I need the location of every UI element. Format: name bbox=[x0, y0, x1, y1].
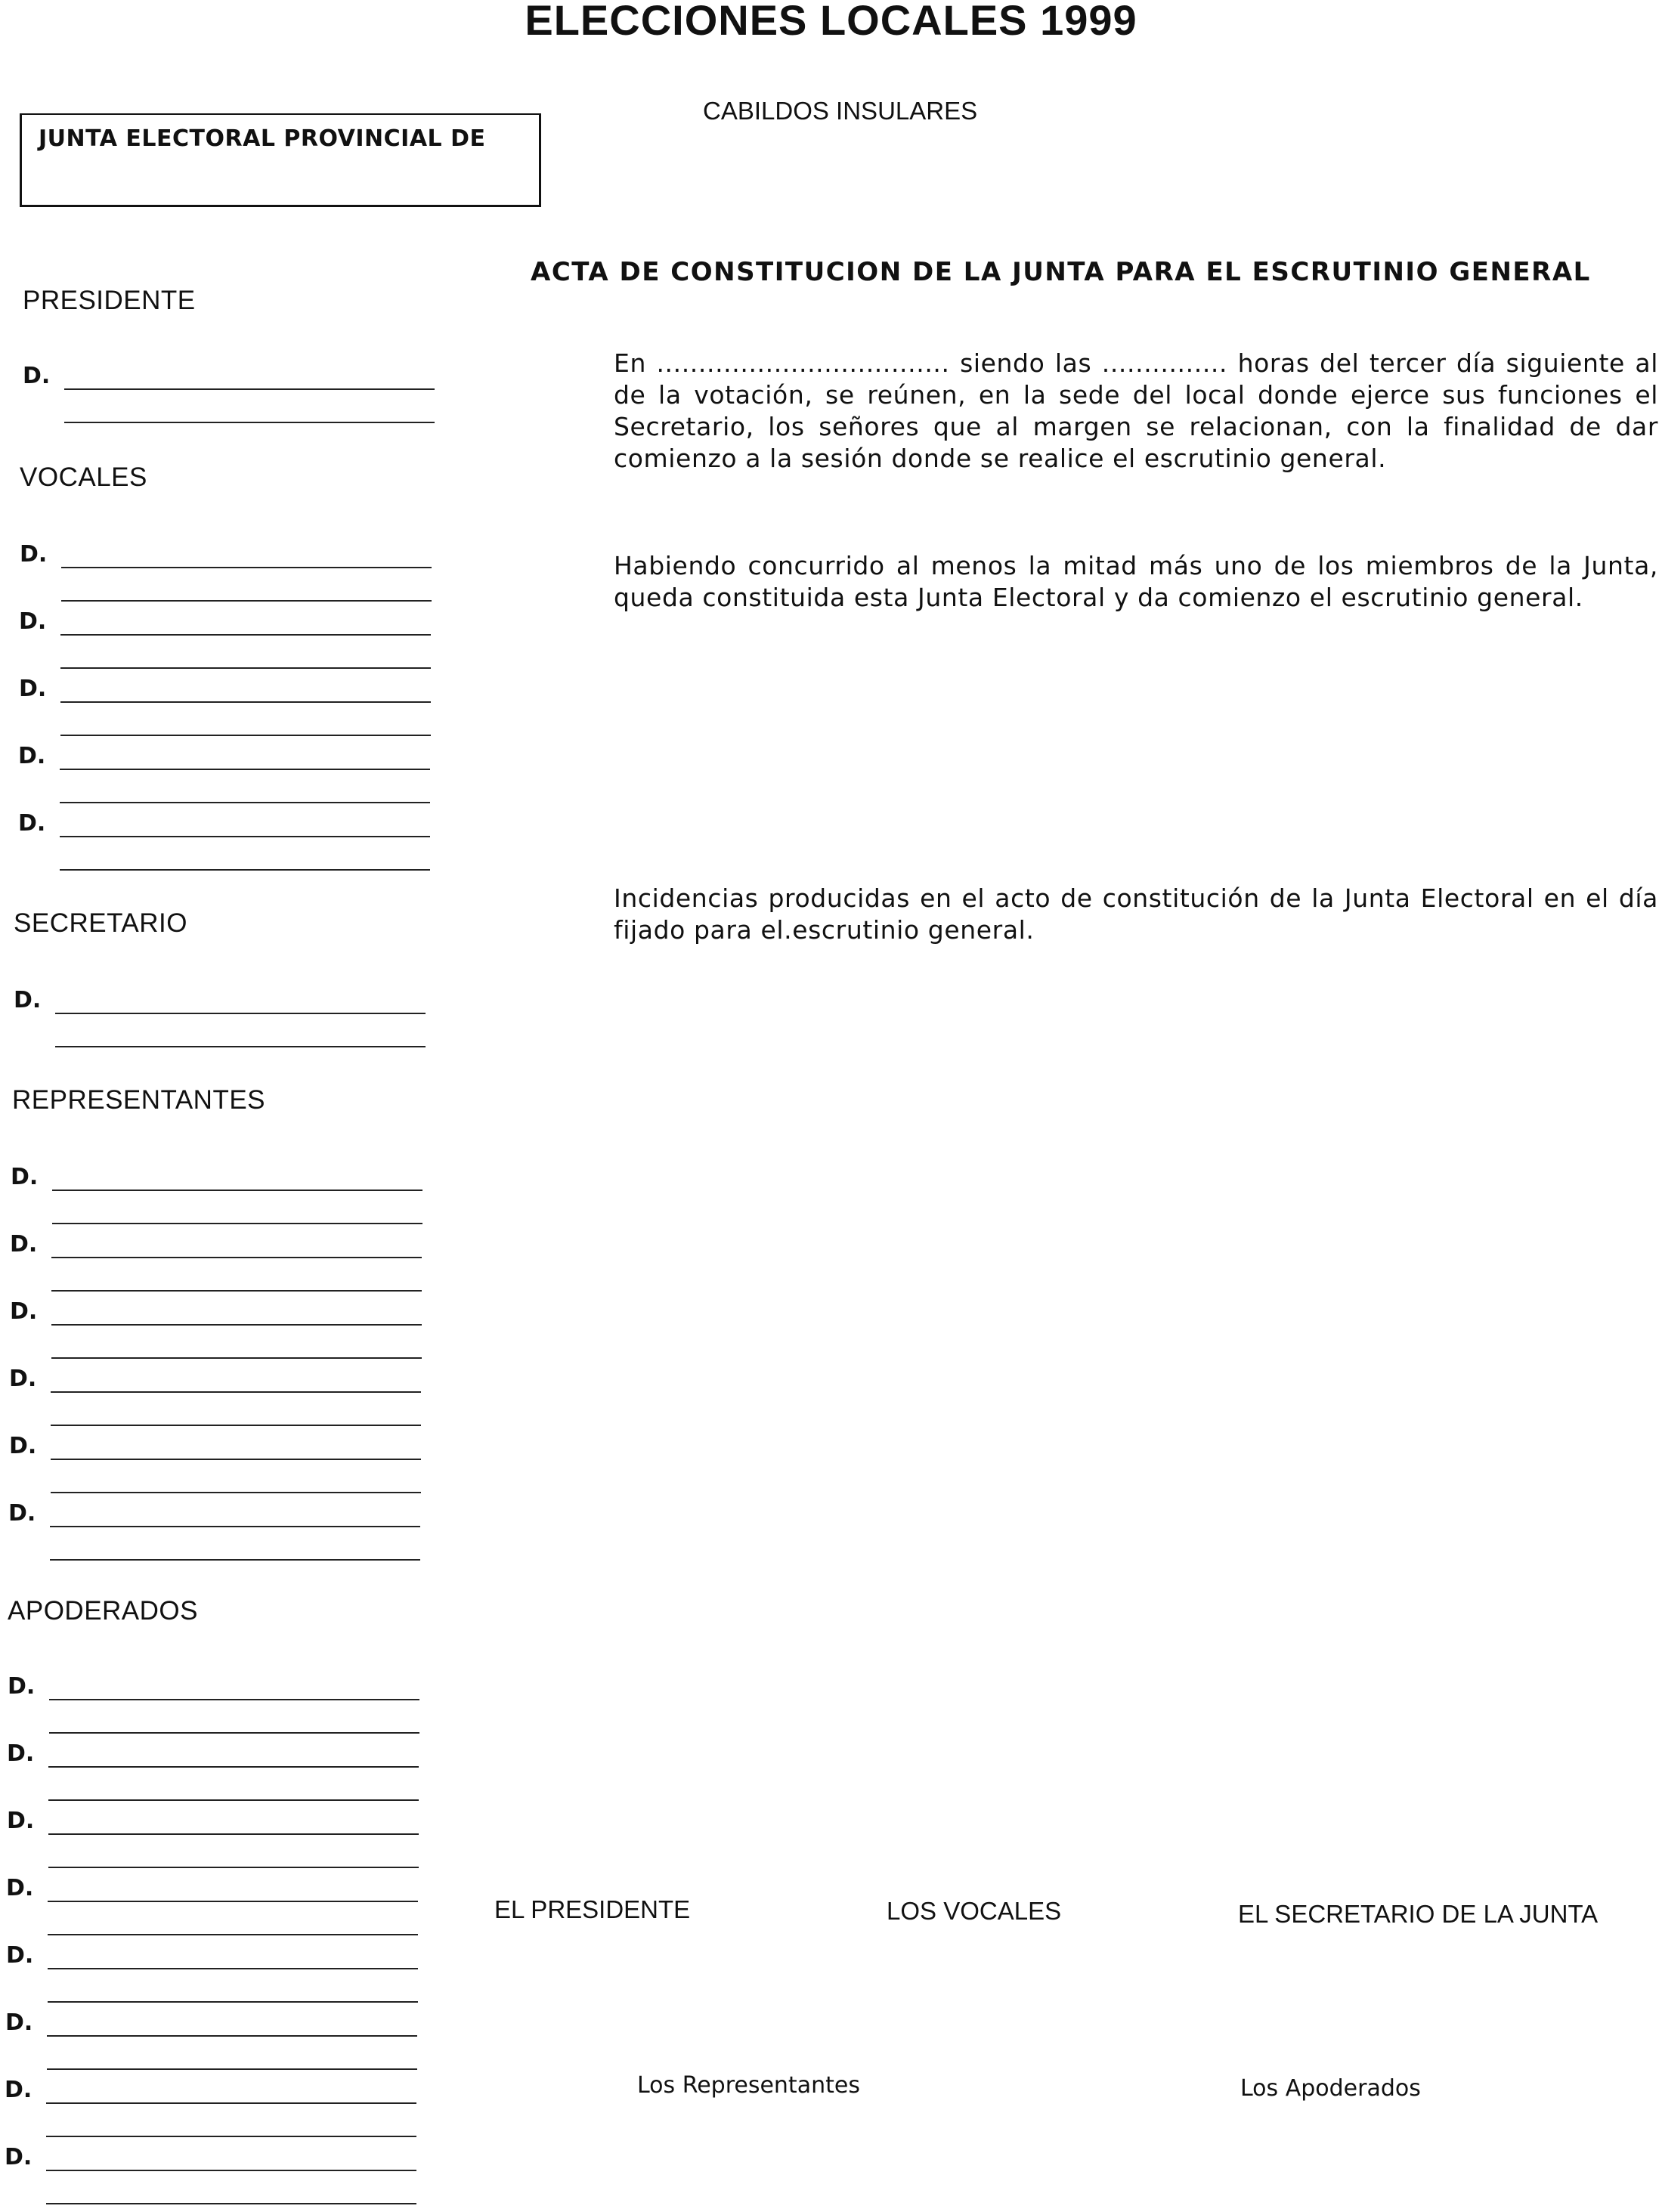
name-underline bbox=[52, 1190, 422, 1191]
member-line-row[interactable] bbox=[19, 676, 442, 744]
member-prefix: D. bbox=[6, 1875, 34, 1901]
name-underline bbox=[60, 701, 431, 703]
section-label-secretario: SECRETARIO bbox=[14, 908, 187, 938]
name-underline-second bbox=[48, 1867, 419, 1868]
signature-label-vocales: LOS VOCALES bbox=[887, 1897, 1062, 1925]
member-line-row[interactable] bbox=[6, 1942, 429, 2010]
member-line-row[interactable] bbox=[14, 987, 437, 1055]
name-underline bbox=[48, 1766, 419, 1768]
junta-electoral-field[interactable] bbox=[20, 113, 541, 207]
member-prefix: D. bbox=[14, 987, 42, 1013]
section-label-apoderados: APODERADOS bbox=[8, 1596, 198, 1626]
member-prefix: D. bbox=[10, 1231, 38, 1258]
member-prefix: D. bbox=[5, 2009, 33, 2036]
name-underline-second bbox=[49, 1732, 419, 1734]
member-prefix: D. bbox=[5, 2144, 32, 2170]
name-underline bbox=[47, 2035, 417, 2037]
name-underline bbox=[49, 1699, 419, 1700]
signature-label-presidente: EL PRESIDENTE bbox=[494, 1895, 691, 1923]
name-underline bbox=[50, 1526, 420, 1527]
member-prefix: D. bbox=[10, 1298, 38, 1325]
signature-label-representantes: Los Representantes bbox=[637, 2072, 860, 2099]
member-line-row[interactable] bbox=[9, 1433, 432, 1501]
name-underline bbox=[48, 1833, 419, 1835]
member-prefix: D. bbox=[5, 2077, 32, 2103]
name-underline-second bbox=[52, 1223, 422, 1224]
name-underline bbox=[60, 836, 430, 837]
name-underline bbox=[55, 1013, 426, 1014]
name-underline-second bbox=[46, 2136, 416, 2137]
signature-label-apoderados: Los Apoderados bbox=[1240, 2075, 1421, 2102]
name-underline-second bbox=[48, 1799, 419, 1801]
member-line-row[interactable] bbox=[8, 1673, 431, 1741]
name-underline-second bbox=[60, 735, 431, 736]
member-prefix: D. bbox=[8, 1500, 36, 1527]
signature-label-secretario: EL SECRETARIO DE LA JUNTA bbox=[1238, 1900, 1599, 1928]
member-line-row[interactable] bbox=[9, 1366, 432, 1434]
name-underline-second bbox=[60, 802, 430, 803]
member-prefix: D. bbox=[11, 1164, 39, 1190]
name-underline-second bbox=[46, 2203, 416, 2204]
name-underline-second bbox=[64, 422, 435, 423]
member-prefix: D. bbox=[8, 1673, 36, 1700]
member-line-row[interactable] bbox=[7, 1740, 430, 1808]
name-underline bbox=[46, 2102, 416, 2104]
member-line-row[interactable] bbox=[5, 2077, 428, 2145]
paragraph-quorum: Habiendo concurrido al menos la mitad más uno de los miembros de la Junta, queda constituida esta Junta Electoral y da comienzo el escrutinio general. bbox=[614, 551, 1658, 612]
section-label-representantes: REPRESENTANTES bbox=[12, 1085, 266, 1115]
member-prefix: D. bbox=[9, 1433, 37, 1459]
name-underline bbox=[51, 1324, 422, 1326]
member-prefix: D. bbox=[6, 1942, 34, 1969]
name-underline-second bbox=[61, 600, 432, 602]
name-underline bbox=[48, 1901, 418, 1902]
member-prefix: D. bbox=[18, 743, 46, 769]
member-line-row[interactable] bbox=[10, 1298, 433, 1366]
member-prefix: D. bbox=[9, 1366, 37, 1392]
name-underline bbox=[46, 2170, 416, 2171]
member-prefix: D. bbox=[18, 810, 46, 837]
member-line-row[interactable] bbox=[10, 1231, 433, 1299]
section-label-presidente: PRESIDENTE bbox=[23, 286, 196, 315]
name-underline bbox=[51, 1257, 422, 1258]
member-prefix: D. bbox=[19, 676, 47, 702]
document-title: ELECCIONES LOCALES 1999 bbox=[525, 0, 1137, 44]
name-underline bbox=[48, 1968, 418, 1969]
paragraph-constitution: En ................................... siendo las ............... horas del tercer día siguiente al de la votación, se reúnen, en la sede del local donde ejerce sus funciones el Secretario, los señores que al margen se relacionan, con la finalidad de dar comienzo a la sesión donde se realice el escrutinio general. bbox=[614, 348, 1658, 473]
name-underline-second bbox=[48, 2001, 418, 2003]
member-line-row[interactable] bbox=[23, 363, 446, 431]
member-prefix: D. bbox=[20, 541, 48, 568]
member-line-row[interactable] bbox=[8, 1500, 432, 1568]
member-line-row[interactable] bbox=[7, 1808, 430, 1876]
name-underline bbox=[51, 1459, 421, 1460]
name-underline-second bbox=[48, 1934, 418, 1935]
member-line-row[interactable] bbox=[19, 608, 442, 676]
acta-heading: ACTA DE CONSTITUCION DE LA JUNTA PARA EL ESCRUTINIO GENERAL bbox=[531, 257, 1591, 287]
member-line-row[interactable] bbox=[5, 2009, 429, 2077]
member-line-row[interactable] bbox=[20, 541, 443, 609]
document-subtitle: CABILDOS INSULARES bbox=[703, 97, 978, 125]
junta-electoral-label: JUNTA ELECTORAL PROVINCIAL DE bbox=[39, 125, 486, 152]
name-underline-second bbox=[51, 1290, 422, 1292]
section-label-vocales: VOCALES bbox=[20, 463, 147, 492]
name-underline-second bbox=[60, 869, 430, 871]
name-underline bbox=[64, 388, 435, 390]
member-line-row[interactable] bbox=[5, 2144, 428, 2212]
member-line-row[interactable] bbox=[11, 1164, 434, 1232]
name-underline bbox=[51, 1391, 421, 1393]
paragraph-incidencias: Incidencias producidas en el acto de constitución de la Junta Electoral en el día fijado para el.escrutinio general. bbox=[614, 883, 1658, 945]
name-underline-second bbox=[51, 1357, 422, 1359]
name-underline-second bbox=[50, 1559, 420, 1561]
name-underline bbox=[61, 567, 432, 568]
member-prefix: D. bbox=[7, 1808, 35, 1834]
name-underline-second bbox=[55, 1046, 426, 1047]
member-line-row[interactable] bbox=[6, 1875, 429, 1943]
member-prefix: D. bbox=[19, 608, 47, 635]
name-underline-second bbox=[51, 1492, 421, 1493]
name-underline bbox=[60, 634, 431, 636]
member-prefix: D. bbox=[23, 363, 51, 389]
name-underline-second bbox=[60, 667, 431, 669]
member-prefix: D. bbox=[7, 1740, 35, 1767]
member-line-row[interactable] bbox=[18, 743, 441, 811]
name-underline-second bbox=[47, 2068, 417, 2070]
name-underline bbox=[60, 769, 430, 770]
name-underline-second bbox=[51, 1425, 421, 1426]
member-line-row[interactable] bbox=[18, 810, 441, 878]
